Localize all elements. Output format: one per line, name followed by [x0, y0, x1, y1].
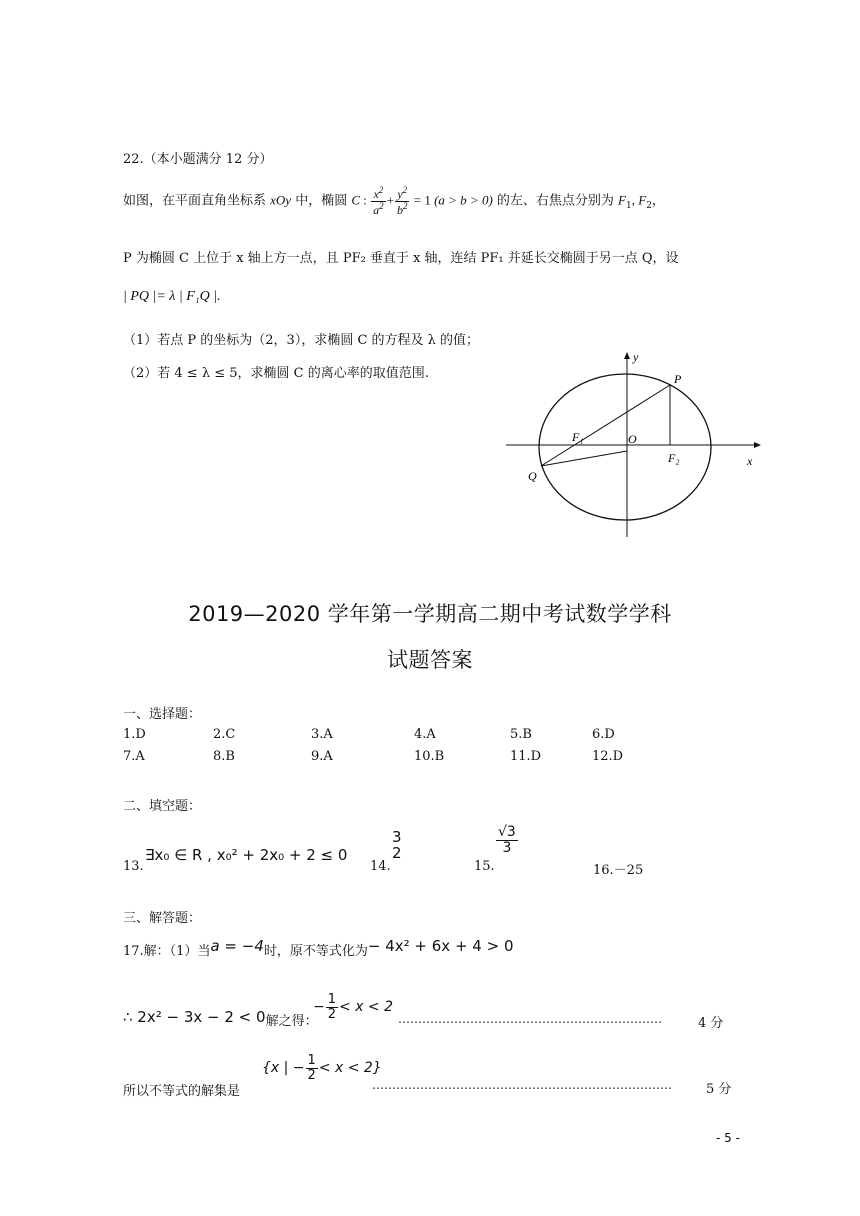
problem-22-question-2: （2）若 4 ≤ λ ≤ 5，求椭圆 C 的离心率的取值范围.	[123, 366, 429, 381]
choice-answer: 4.A	[414, 727, 436, 742]
leader-dots-1: …………………………………………………………	[398, 1012, 662, 1026]
solution-17-range: − $\frac{1}{2}$ < x < 2	[313, 992, 394, 1022]
segment-qo	[541, 451, 627, 466]
section-1-heading: 一、选择题：	[123, 707, 202, 722]
x-label: x	[747, 454, 753, 468]
score-2: 5 分	[706, 1082, 732, 1097]
fraction-y2-b2: $\frac{y^2}{b^2}$	[396, 185, 408, 217]
answer-13: ∃x₀ ∈ R , x₀² + 2x₀ + 2 ≤ 0	[145, 846, 348, 864]
solution-17-line3: 所以不等式的解集是	[123, 1084, 241, 1099]
fraction-x2-a2: $\frac{x^2}{a^2}$	[373, 185, 384, 217]
point-f1-label: F₁	[572, 430, 584, 444]
answer-13-label: 13.	[123, 859, 144, 874]
segment-pq	[541, 385, 670, 466]
choice-answer: 9.A	[311, 749, 333, 764]
choice-answers-row-2	[123, 749, 723, 767]
choice-answer: 7.A	[123, 749, 145, 764]
problem-22-question-1: （1）若点 P 的坐标为（2，3），求椭圆 C 的方程及 λ 的值；	[123, 333, 480, 348]
score-1: 4 分	[698, 1016, 724, 1031]
answer-14-fraction: 3 2	[392, 828, 402, 862]
choice-answers-row-1	[123, 727, 723, 745]
choice-answer: 1.D	[123, 727, 146, 742]
answer-title-line2: 试题答案	[387, 648, 473, 672]
problem-22-line3: | PQ |= λ | F₁Q |.	[123, 289, 221, 304]
point-f2-label: F₂	[668, 451, 680, 465]
choice-answer: 2.C	[213, 727, 236, 742]
answer-15-label: 15.	[474, 859, 495, 874]
problem-22-line1: 如图，在平面直角坐标系 xOy 中，椭圆 C : $\frac{x^2}{a^2}$ + $\frac{y^2}{b^2}$ = 1 (a > b > 0) 的左、右焦点分别为 $F_1$, $F_2$，	[123, 185, 665, 217]
answer-15-fraction: $\frac{√3}{3}$	[498, 824, 516, 856]
choice-answer: 6.D	[592, 727, 615, 742]
page-number: - 5 -	[716, 1131, 740, 1145]
solution-17-line2: ∴ 2x² − 3x − 2 < 0解之得：	[123, 1008, 318, 1029]
ellipse-figure	[500, 345, 770, 545]
choice-answer: 10.B	[414, 749, 445, 764]
solution-17-set: {x | − $\frac{1}{2}$ < x < 2}	[262, 1053, 382, 1083]
choice-answer: 8.B	[213, 749, 235, 764]
origin-label: O	[628, 432, 637, 446]
solution-17-line1: 17.解：（1）当a = −4时，原不等式化为− 4x² + 6x + 4 > 0	[123, 937, 514, 959]
leader-dots-2: …………………………………………………………………	[372, 1078, 672, 1092]
choice-answer: 5.B	[510, 727, 532, 742]
problem-22-line2: P 为椭圆 C 上位于 x 轴上方一点，且 PF₂ 垂直于 x 轴，连结 PF₁ 并延长交椭圆于另一点 Q，设	[123, 251, 679, 266]
answer-16: 16.－25	[593, 863, 644, 878]
point-q-label: Q	[528, 469, 537, 483]
section-3-heading: 三、解答题：	[123, 911, 202, 926]
section-2-heading: 二、填空题：	[123, 799, 202, 814]
answer-14-label: 14.	[370, 859, 391, 874]
point-p-label: P	[674, 372, 682, 386]
y-label: y	[633, 350, 639, 364]
answer-title-line1: 2019—2020 学年第一学期高二期中考试数学学科	[188, 602, 672, 626]
choice-answer: 11.D	[510, 749, 542, 764]
choice-answer: 12.D	[592, 749, 624, 764]
choice-answer: 3.A	[311, 727, 333, 742]
ellipse-c	[539, 374, 711, 520]
problem-22-header: 22.（本小题满分 12 分）	[123, 152, 273, 167]
